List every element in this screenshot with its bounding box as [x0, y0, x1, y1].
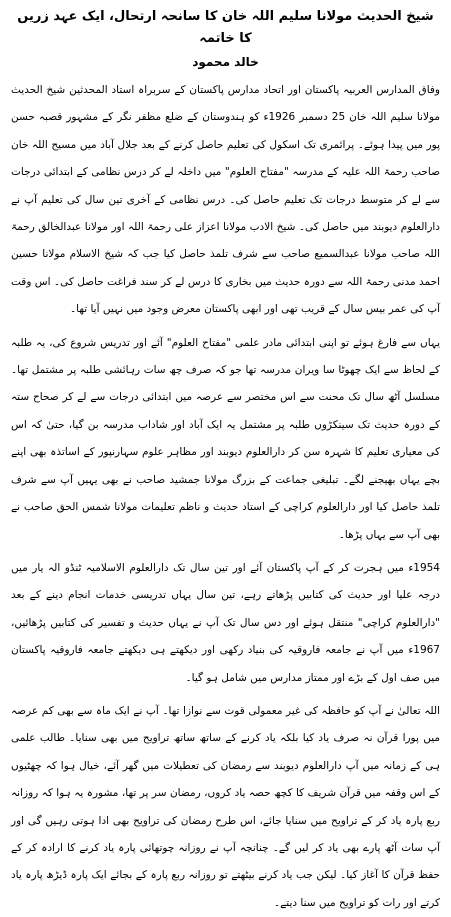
article-author: خالد محمود — [192, 55, 259, 69]
article-paragraph: اللہ تعالیٰ نے آپ کو حافظہ کی غیر معمولی قوت سے نوازا تھا۔ آپ نے ایک ماہ سے بھی کم عرصہ میں پورا قرآن نہ صرف یاد کیا بلکہ یاد کرنے کے ساتھ ساتھ تراویح میں بھی سنایا۔ طالب علمی ہی کے زمانہ میں آپ دارالعلوم دیوبند سے رمضان کی تعطیلات میں گھر آئے، خیال ہوا کہ چھٹیوں کے اس وقفہ میں قرآن شریف کا کچھ حصہ یاد کروں، رمضان سر پر تھا، مشورہ یہ ہوا کہ روزانہ ربع پارہ یاد کر کے تراویح میں سنایا جائے، اس طرح رمضان کی تراویح بھی ادا ہوتی رہیں گی اور آپ سات آٹھ پارے بھی یاد کر لیں گے۔ چنانچہ آپ نے روزانہ چوتھائی پارہ یاد کرنے کا ارادہ کر کے حفظ قرآن کا آغاز کیا۔ لیکن جب یاد کرنے بیٹھتے تو روزانہ ربع پارہ کے بجائے ایک پارہ ڈیڑھ پارہ یاد کرتے اور رات کو تراویح میں سنا دیتے۔ — [11, 704, 440, 909]
article-paragraph: 1954ء میں ہجرت کر کے آپ پاکستان آئے اور تین سال تک دارالعلوم الاسلامیہ ٹنڈو الہ یار میں درجہ علیا اور حدیث کی کتابیں پڑھاتے رہے، تین سال یہاں تدریسی خدمات انجام دینے کے بعد "دارالعلوم کراچی" منتقل ہوئے اور دس سال تک آپ نے یہاں حدیث و تفسیر کی کتابیں پڑھائیں، 1967ء میں آپ نے جامعہ فاروقیہ کی بنیاد رکھی اور دیکھتے ہی دیکھتے جامعہ فاروقیہ پاکستان میں صف اول کے بڑے اور ممتاز مدارس میں شامل ہو گیا۔ — [11, 561, 440, 684]
article-paragraph: یہاں سے فارغ ہوئے تو اپنی ابتدائی مادر علمی "مفتاح العلوم" آئے اور تدریس شروع کی، یہ طلبہ کے لحاظ سے ایک چھوٹا سا ویران مدرسہ تھا جو کہ صرف چھ سات رہائشی طلبہ پر مشتمل تھا۔ مسلسل آٹھ سال تک محنت سے اس مختصر سے عرصہ میں ابتدائی درجات سے لے کر صحاح ستہ کے دورہ حدیث تک سینکڑوں طلبہ پر مشتمل یہ ایک آباد اور شاداب مدرسہ بن گیا، حتیٰ کہ اس کی معیاری تعلیم کا شہرہ سن کر دارالعلوم دیوبند اور مظاہر علوم سہارنپور کے اساتذہ بھی اپنے بچے یہاں بھیجنے لگے۔ تبلیغی جماعت کے بزرگ مولانا جمشید صاحب نے بھی یہیں آپ سے شرف تلمذ حاصل کیا اور دارالعلوم کراچی کے استاد حدیث و ناظم تعلیمات مولانا شمس الحق صاحب نے بھی آپ سے یہاں پڑھا۔ — [11, 336, 440, 541]
article-title: شیخ الحدیث مولانا سلیم اللہ خان کا سانحہ ارتحال، ایک عہد زریں کا خاتمہ — [17, 9, 434, 46]
article-paragraph: وفاق المدارس العربیہ پاکستان اور اتحاد مدارس پاکستان کے سربراہ استاد المحدثین شیخ الحدیث مولانا سلیم اللہ خان 25 دسمبر 1926ء کو ہندوستان کے ضلع مظفر نگر کے مشہور قصبہ حسن پور میں پیدا ہوئے۔ پرائمری تک اسکول کی تعلیم حاصل کرنے کے بعد جلال آباد میں مسیح اللہ خان صاحب رحمۃ اللہ علیہ کے مدرسہ "مفتاح العلوم" میں داخلہ لے کر درس نظامی کے ابتدائی درجات سے لے کر متوسط درجات تک تعلیم حاصل کی۔ درس نظامی کے آخری تین سال کی تعلیم آپ نے دارالعلوم دیوبند میں حاصل کی۔ شیخ الادب مولانا اعزاز علی رحمۃ اللہ اور مولانا عبدالخالق رحمۃ اللہ صاحب مولانا عبدالسمیع صاحب سے شرف تلمذ حاصل کیا جب کہ شیخ الاسلام مولانا حسین احمد مدنی رحمۃ اللہ سے دورہ حدیث میں بخاری کا درس لے کر سند فراغت حاصل کی۔ اس وقت آپ کی عمر بیس سال کے قریب تھی اور ابھی پاکستان معرض وجود میں نہیں آیا تھا۔ — [11, 84, 440, 316]
